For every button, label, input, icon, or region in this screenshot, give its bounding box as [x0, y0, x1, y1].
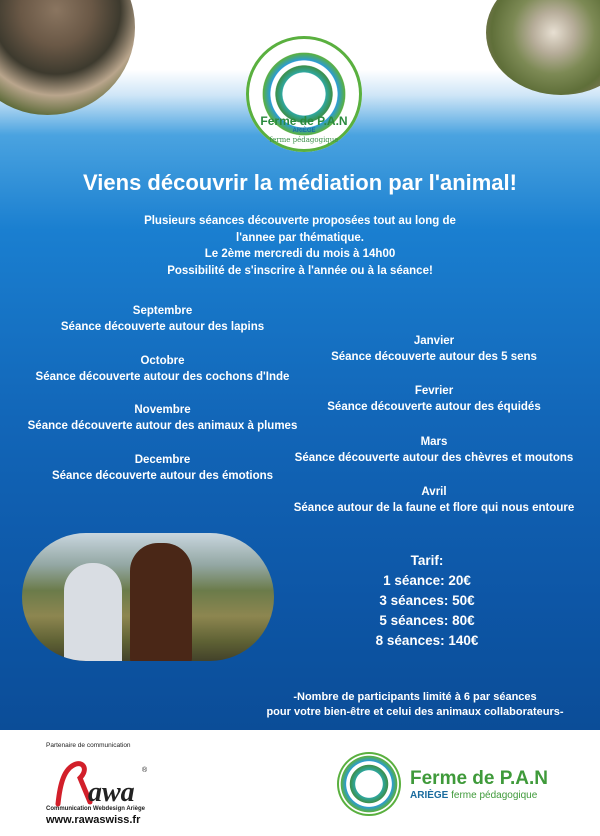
footer	[0, 730, 600, 836]
month-label: Avril	[421, 486, 447, 498]
intro-text	[100, 213, 500, 279]
month-label: Fevrier	[414, 385, 454, 397]
intro-line: l'annee par thématique.	[236, 231, 364, 244]
month-entry-april	[270, 484, 598, 516]
month-theme: Séance découverte autour des animaux à plumes	[27, 420, 298, 432]
note-line: -Nombre de participants limité à 6 par séances	[293, 691, 537, 703]
month-theme: Séance découverte autour des émotions	[51, 470, 274, 482]
photo-rabbit-feeding	[0, 0, 135, 115]
tarif-item: 8 séances: 140€	[375, 633, 479, 648]
tarif-item: 1 séance: 20€	[383, 573, 471, 588]
month-label: Septembre	[132, 305, 193, 317]
month-label: Novembre	[134, 404, 191, 416]
month-label: Decembre	[134, 454, 191, 466]
farm-logo-small	[337, 752, 401, 816]
tarif-heading: Tarif:	[410, 553, 444, 568]
brand-subtitle	[410, 790, 537, 801]
tarif-item: 3 séances: 50€	[379, 593, 475, 608]
brand-region: ARIÈGE	[410, 790, 449, 801]
month-theme: Séance autour de la faune et flore qui nous entoure	[293, 502, 575, 514]
intro-line: Plusieurs séances découverte proposées tout au long de	[144, 215, 456, 227]
month-theme: Séance découverte autour des cochons d'Inde	[35, 371, 290, 383]
page-title: Viens découvrir la médiation par l'animal!	[83, 170, 517, 195]
month-entry-march	[270, 434, 598, 466]
photo-child-with-goat	[486, 0, 600, 95]
brand-tagline: ferme pédagogique	[451, 790, 538, 801]
month-theme: Séance découverte autour des 5 sens	[331, 351, 537, 363]
photo-horse-mediation	[22, 533, 274, 661]
intro-line: Le 2ème mercredi du mois à 14h00	[204, 248, 396, 260]
svg-text:®: ®	[142, 767, 148, 774]
month-entry-january	[270, 333, 598, 365]
month-entry-september	[0, 303, 325, 335]
intro-line: Possibilité de s'inscrire à l'année ou à la séance!	[167, 264, 433, 277]
month-label: Octobre	[140, 355, 185, 367]
month-label: Mars	[420, 436, 448, 448]
logo-name: Ferme de P.A.N	[260, 114, 348, 128]
participants-note	[240, 690, 590, 720]
partner-label: Partenaire de communication	[46, 742, 131, 749]
person-shape	[64, 563, 122, 661]
logo-region: ARIÈGE	[292, 128, 316, 134]
month-theme: Séance découverte autour des chèvres et moutons	[294, 452, 574, 464]
month-theme: Séance découverte autour des équidés	[327, 401, 541, 413]
tarif-block	[342, 551, 512, 651]
month-entry-february	[270, 383, 598, 415]
svg-text:awa: awa	[88, 777, 135, 808]
partner-url[interactable]: www.rawaswiss.fr	[46, 814, 141, 826]
rawa-logo	[50, 754, 150, 810]
month-label: Janvier	[413, 335, 455, 347]
logo-tagline: ferme pédagogique	[269, 136, 339, 144]
farm-logo	[246, 36, 362, 152]
month-theme: Séance découverte autour des lapins	[60, 321, 265, 333]
tarif-item: 5 séances: 80€	[379, 613, 475, 628]
brand-name: Ferme de P.A.N	[410, 768, 548, 789]
note-line: pour votre bien-être et celui des animaux collaborateurs-	[266, 706, 564, 718]
partner-subtitle: Communication Webdesign Ariège	[46, 806, 146, 812]
horse-shape	[130, 543, 192, 661]
